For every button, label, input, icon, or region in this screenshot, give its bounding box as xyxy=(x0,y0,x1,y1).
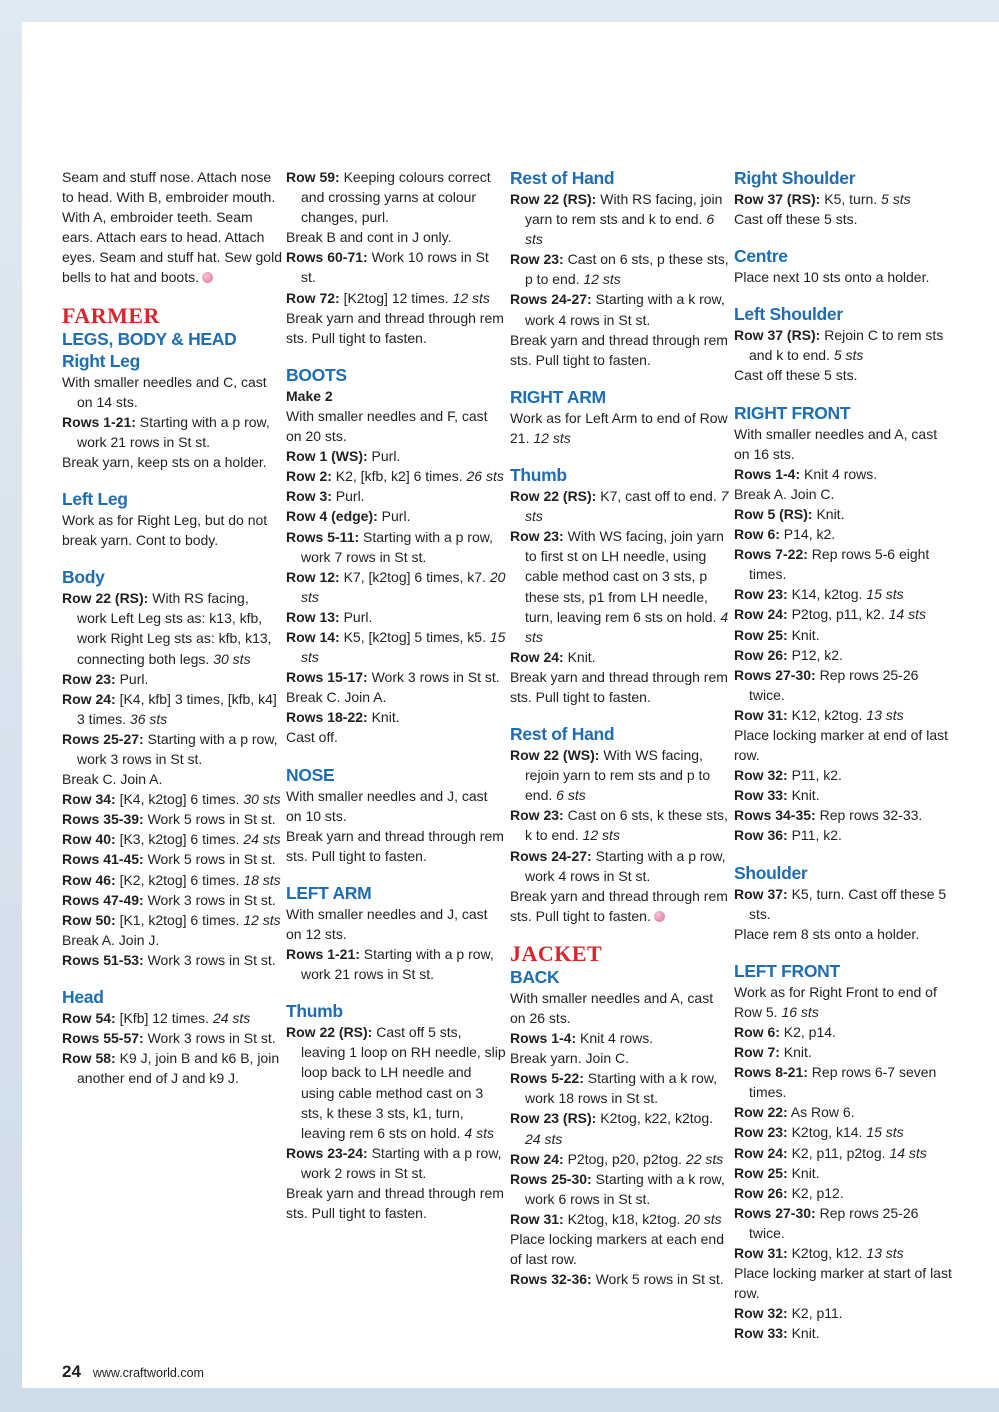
instruction: Row 4 (edge): Purl. xyxy=(286,508,411,525)
body-heading: Body xyxy=(62,567,105,588)
instruction: Break yarn and thread through rem sts. Pull tight to fasten. xyxy=(286,1185,504,1222)
farmer-heading: FARMER xyxy=(62,302,160,328)
instruction: Row 34: [K4, k2tog] 6 times. 30 sts xyxy=(62,791,281,808)
instruction: Row 24: P2tog, p20, p2tog. 22 sts xyxy=(510,1150,724,1167)
instruction: Break C. Join A. xyxy=(286,689,387,706)
right-shoulder-heading: Right Shoulder xyxy=(734,168,856,188)
instruction: Row 12: K7, [k2tog] 6 times, k7. 20 sts xyxy=(286,568,506,605)
right-front-heading: RIGHT FRONT xyxy=(734,402,851,423)
instruction: With smaller needles and A, cast on 26 sts. xyxy=(510,989,714,1026)
instruction: Rows 25-27: Starting with a p row, work 3 rows in St st. xyxy=(62,730,278,767)
instruction: Rows 5-11: Starting with a p row, work 7 rows in St st. xyxy=(286,528,493,565)
instruction: Row 33: Knit. xyxy=(734,1325,820,1342)
instruction: Row 24: K2, p11, p2tog. 14 sts xyxy=(734,1144,927,1161)
instruction: Row 25: Knit. xyxy=(734,1164,820,1181)
instruction: Cast off these 5 sts. xyxy=(734,211,858,228)
instruction: Row 37 (RS): K5, turn. 5 sts xyxy=(734,191,911,207)
instruction: Row 6: P14, k2. xyxy=(734,526,836,543)
instruction: Row 24: [K4, kfb] 3 times, [kfb, k4] 3 times. 36 sts xyxy=(62,690,277,727)
instruction: Row 22 (RS): Cast off 5 sts, leaving 1 loop on RH needle, slip loop back to LH needle and using cable method cast on 3 sts, k these 3 sts, k1, turn, leaving rem 6 sts on hold. 4 sts xyxy=(286,1024,506,1141)
nose-heading: NOSE xyxy=(286,764,335,785)
jacket-heading: JACKET xyxy=(510,940,603,966)
instruction: Row 26: K2, p12. xyxy=(734,1184,844,1201)
column-4 xyxy=(734,167,954,1344)
instruction: Rows 24-27: Starting with a k row, work 4 rows in St st. xyxy=(510,291,725,328)
left-shoulder-heading: Left Shoulder xyxy=(734,304,843,325)
instruction: Place locking marker at start of last row. xyxy=(734,1265,952,1302)
column-2 xyxy=(286,167,506,1223)
instruction: Rows 25-30: Starting with a k row, work 6 rows in St st. xyxy=(510,1170,725,1207)
instruction: Place next 10 sts onto a holder. xyxy=(734,269,930,286)
instruction: Row 32: P11, k2. xyxy=(734,767,842,784)
instruction: Row 5 (RS): Knit. xyxy=(734,505,845,522)
rest-of-hand-heading: Rest of Hand xyxy=(510,724,615,745)
instruction: Cast off. xyxy=(286,729,338,746)
thumb-heading: Thumb xyxy=(510,465,567,486)
instruction: Row 23: Cast on 6 sts, p these sts, p to end. 12 sts xyxy=(510,251,729,288)
shoulder-heading: Shoulder xyxy=(734,862,808,883)
instruction: Rows 5-22: Starting with a k row, work 18 rows in St st. xyxy=(510,1070,717,1107)
instruction: Row 3: Purl. xyxy=(286,488,365,505)
instruction: Rows 24-27: Starting with a p row, work 4 rows in St st. xyxy=(510,847,726,884)
right-leg-heading: Right Leg xyxy=(62,350,140,371)
instruction: Work as for Right Leg, but do not break yarn. Cont to body. xyxy=(62,512,268,549)
instruction: Rows 1-21: Starting with a p row, work 21 rows in St st. xyxy=(62,413,270,450)
page-number: 24 xyxy=(62,1362,81,1381)
instruction: Rows 27-30: Rep rows 25-26 twice. xyxy=(734,666,919,703)
instruction: Row 31: K2tog, k18, k2tog. 20 sts xyxy=(510,1210,722,1227)
instruction: Rows 1-4: Knit 4 rows. xyxy=(734,465,878,482)
instruction: Rows 41-45: Work 5 rows in St st. xyxy=(62,851,276,868)
instruction: Place locking markers at each end of last row. xyxy=(510,1231,724,1268)
back-heading: BACK xyxy=(510,966,560,987)
instruction: Rows 35-39: Work 5 rows in St st. xyxy=(62,811,276,828)
instruction: With smaller needles and A, cast on 16 sts. xyxy=(734,425,938,462)
instruction: Row 22 (WS): With WS facing, rejoin yarn to rem sts and p to end. 6 sts xyxy=(510,747,711,804)
instruction: Row 31: K2tog, k12. 13 sts xyxy=(734,1245,904,1262)
instruction: Break yarn and thread through rem sts. Pull tight to fasten. xyxy=(286,827,504,864)
instruction: Rows 27-30: Rep rows 25-26 twice. xyxy=(734,1204,919,1241)
instruction: With smaller needles and F, cast on 20 sts. xyxy=(286,407,488,445)
instruction: Row 26: P12, k2. xyxy=(734,646,843,663)
left-leg-heading: Left Leg xyxy=(62,489,128,510)
instruction: Row 22 (RS): K7, cast off to end. 7 sts xyxy=(510,488,729,525)
instruction: Row 40: [K3, k2tog] 6 times. 24 sts xyxy=(62,831,281,848)
instruction: Rows 8-21: Rep rows 6-7 seven times. xyxy=(734,1064,937,1101)
rest-of-hand-heading: Rest of Hand xyxy=(510,168,615,188)
instruction: Rows 60-71: Work 10 rows in St st. xyxy=(286,249,489,286)
intro-text: Seam and stuff nose. Attach nose to head. With B, embroider mouth. With A, embroider teeth. Seam ears. Attach ears to head. Attach eyes. Seam and stuff hat. Sew gold bells to hat and boots. xyxy=(62,169,282,286)
instruction: Break A. Join J. xyxy=(62,931,160,948)
left-front-heading: LEFT FRONT xyxy=(734,960,840,981)
instruction: Row 33: Knit. xyxy=(734,787,820,804)
instruction: Rows 34-35: Rep rows 32-33. xyxy=(734,807,923,824)
instruction: Make 2 xyxy=(286,387,333,404)
yarn-ball-icon xyxy=(202,272,213,283)
instruction: Row 23: K14, k2tog. 15 sts xyxy=(734,586,904,603)
instruction: Row 46: [K2, k2tog] 6 times. 18 sts xyxy=(62,871,281,888)
instruction: Break B and cont in J only. xyxy=(286,229,452,246)
thumb-heading: Thumb xyxy=(286,1001,343,1022)
instruction: Row 6: K2, p14. xyxy=(734,1024,836,1040)
instruction: Row 37 (RS): Rejoin C to rem sts and k to end. 5 sts xyxy=(734,327,944,364)
legs-body-head-heading: LEGS, BODY & HEAD xyxy=(62,328,237,349)
instruction: Rows 15-17: Work 3 rows in St st. xyxy=(286,669,500,686)
instruction: Rows 47-49: Work 3 rows in St st. xyxy=(62,891,276,908)
left-arm-heading: LEFT ARM xyxy=(286,882,372,903)
instruction: Row 72: [K2tog] 12 times. 12 sts xyxy=(286,289,490,306)
instruction: Row 54: [Kfb] 12 times. 24 sts xyxy=(62,1010,251,1026)
instruction: Row 36: P11, k2. xyxy=(734,827,842,844)
boots-heading: BOOTS xyxy=(286,364,347,385)
instruction: Break C. Join A. xyxy=(62,771,163,788)
instruction: Row 22 (RS): With RS facing, work Left Leg sts as: k13, kfb, work Right Leg sts as: kfb, k13, connecting both legs. 30 sts xyxy=(62,590,272,667)
instruction: Rows 23-24: Starting with a p row, work 2 rows in St st. xyxy=(286,1144,502,1181)
instruction: Row 2: K2, [kfb, k2] 6 times. 26 sts xyxy=(286,468,504,485)
instruction: Row 13: Purl. xyxy=(286,608,373,625)
instruction: Row 23: Purl. xyxy=(62,670,149,687)
instruction: Break yarn, keep sts on a holder. xyxy=(62,453,267,470)
page-sheet xyxy=(22,22,999,1388)
instruction: Break yarn and thread through rem sts. Pull tight to fasten. xyxy=(286,309,504,346)
right-arm-heading: RIGHT ARM xyxy=(510,386,606,407)
instruction: Work as for Left Arm to end of Row 21. 12 sts xyxy=(510,409,728,446)
instruction: Break A. Join C. xyxy=(734,485,835,502)
instruction: Rows 32-36: Work 5 rows in St st. xyxy=(510,1271,724,1288)
instruction: Rows 1-4: Knit 4 rows. xyxy=(510,1030,654,1047)
instruction: Row 25: Knit. xyxy=(734,626,820,643)
instruction: Rows 7-22: Rep rows 5-6 eight times. xyxy=(734,546,930,583)
instruction: Place rem 8 sts onto a holder. xyxy=(734,925,920,942)
instruction: Row 23: With WS facing, join yarn to first st on LH needle, using cable method cast on 3 sts, p these sts, p1 from LH needle, turn, leaving rem 6 sts on hold. 4 sts xyxy=(510,528,729,645)
page-footer xyxy=(62,1362,204,1382)
instruction: Row 58: K9 J, join B and k6 B, join another end of J and k9 J. xyxy=(62,1050,280,1087)
instruction: Rows 1-21: Starting with a p row, work 21 rows in St st. xyxy=(286,946,494,983)
instruction: Break yarn and thread through rem sts. Pull tight to fasten. xyxy=(510,887,728,924)
yarn-ball-icon xyxy=(654,911,665,922)
head-heading: Head xyxy=(62,987,104,1007)
instruction: Cast off these 5 sts. xyxy=(734,367,858,384)
instruction: With smaller needles and C, cast on 14 sts. xyxy=(62,373,267,410)
instruction: Row 31: K12, k2tog. 13 sts xyxy=(734,706,904,723)
instruction: With smaller needles and J, cast on 12 sts. xyxy=(286,905,488,942)
instruction: Place locking marker at end of last row. xyxy=(734,726,948,764)
column-1 xyxy=(62,167,282,1088)
centre-heading: Centre xyxy=(734,246,788,267)
instruction: Rows 51-53: Work 3 rows in St st. xyxy=(62,951,276,968)
instruction: Row 23: Cast on 6 sts, k these sts, k to end. 12 sts xyxy=(510,807,728,844)
instruction: Break yarn and thread through rem sts. Pull tight to fasten. xyxy=(510,331,728,368)
instruction: Row 14: K5, [k2tog] 5 times, k5. 15 sts xyxy=(286,628,506,666)
instruction: Rows 55-57: Work 3 rows in St st. xyxy=(62,1030,276,1047)
instruction: Row 24: P2tog, p11, k2. 14 sts xyxy=(734,606,926,623)
instruction: Row 37: K5, turn. Cast off these 5 sts. xyxy=(734,885,947,922)
instruction: Rows 18-22: Knit. xyxy=(286,709,400,726)
instruction: Row 32: K2, p11. xyxy=(734,1305,843,1322)
instruction: Row 23 (RS): K2tog, k22, k2tog. 24 sts xyxy=(510,1110,714,1147)
instruction: Row 24: Knit. xyxy=(510,648,596,665)
instruction: Break yarn. Join C. xyxy=(510,1050,630,1067)
instruction: Row 7: Knit. xyxy=(734,1044,812,1061)
website-link[interactable]: www.craftworld.com xyxy=(92,1366,204,1380)
instruction: Row 22: As Row 6. xyxy=(734,1104,855,1121)
instruction: Break yarn and thread through rem sts. Pull tight to fasten. xyxy=(510,668,728,705)
instruction: Row 1 (WS): Purl. xyxy=(286,448,401,465)
instruction: Work as for Right Front to end of Row 5. 16 sts xyxy=(734,983,937,1020)
column-3 xyxy=(510,167,730,1289)
instruction: Row 22 (RS): With RS facing, join yarn to rem sts and k to end. 6 sts xyxy=(510,191,723,248)
instruction: Row 50: [K1, k2tog] 6 times. 12 sts xyxy=(62,911,281,928)
instruction: Row 23: K2tog, k14. 15 sts xyxy=(734,1124,904,1141)
instruction: Row 59: Keeping colours correct and crossing yarns at colour changes, purl. xyxy=(286,169,491,226)
instruction: With smaller needles and J, cast on 10 sts. xyxy=(286,787,488,824)
